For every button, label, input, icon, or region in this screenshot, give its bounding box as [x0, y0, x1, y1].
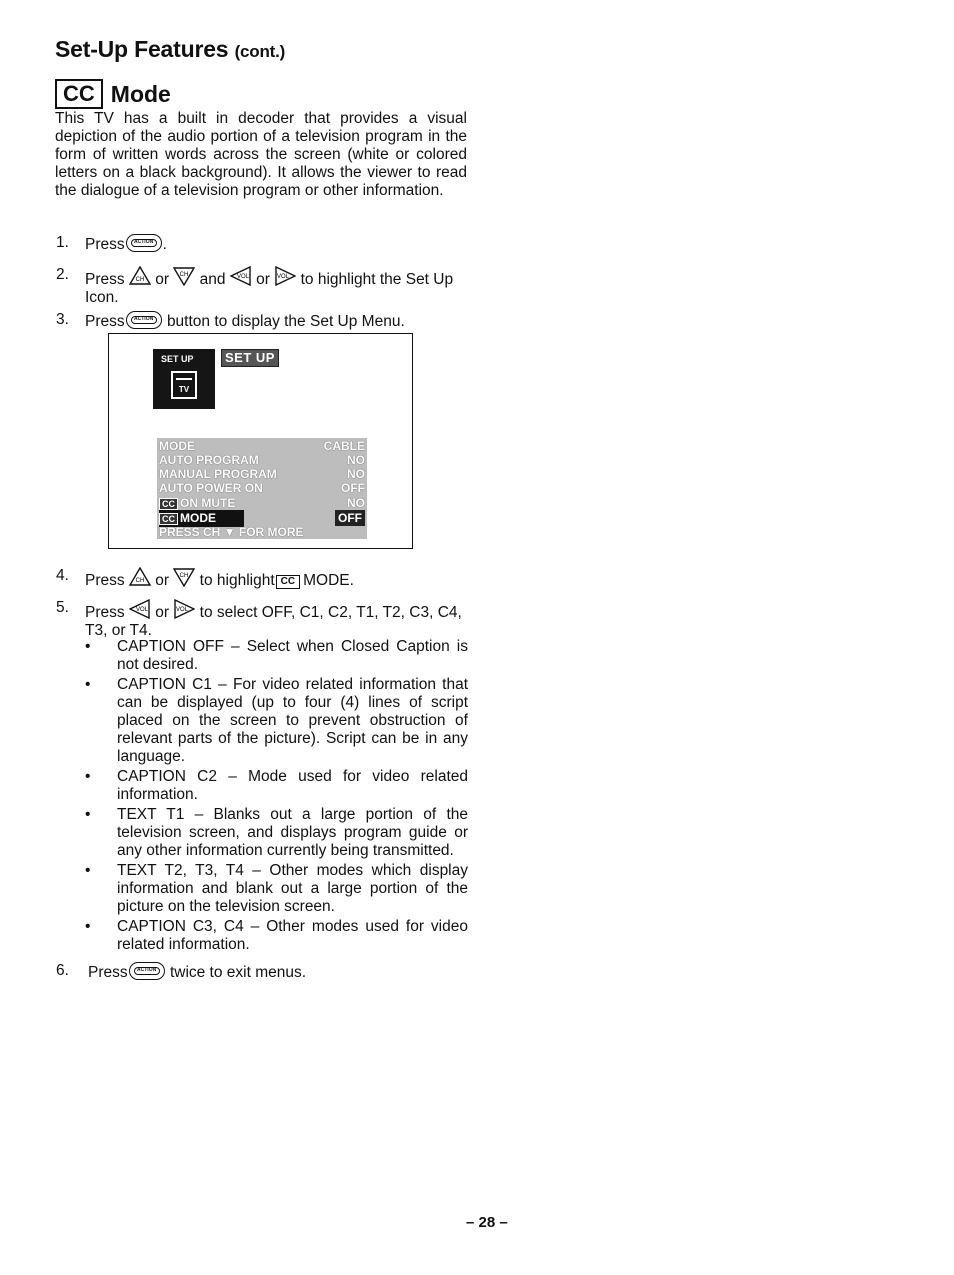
setup-icon: [153, 349, 215, 409]
step-4: [56, 567, 468, 589]
step-text: to select OFF, C1, C2, T1, T2, C3, C4, T3, or T4.: [85, 604, 462, 639]
title-text: Set-Up Features: [55, 36, 229, 62]
list-item-text: CAPTION C3, C4 – Other modes used for video related information.: [117, 918, 468, 953]
step-5: [56, 599, 468, 639]
page-title: [55, 36, 285, 63]
step-text: Press: [85, 604, 125, 621]
step-number: 2.: [56, 266, 69, 283]
svg-text:CH: CH: [135, 277, 145, 283]
step-text: Press: [88, 964, 128, 981]
menu-row: [157, 480, 367, 496]
bullet-icon: •: [85, 918, 91, 935]
volume-down-icon: [129, 599, 151, 619]
setup-icon-label: SET UP: [161, 354, 194, 364]
cc-tag-icon: CC: [159, 513, 178, 525]
step-number: 5.: [56, 599, 69, 616]
step-text: or: [155, 271, 170, 288]
svg-text:VOL: VOL: [277, 274, 290, 280]
menu-row-label: AUTO POWER ON: [159, 481, 263, 495]
tv-icon: [171, 371, 197, 399]
menu-row-label: AUTO PROGRAM: [159, 453, 259, 467]
channel-down-icon: [173, 266, 195, 286]
menu-row-label: MODE: [180, 511, 216, 525]
section-heading-text: Mode: [110, 80, 171, 107]
svg-text:VOL: VOL: [176, 607, 189, 613]
step-text: Press: [85, 313, 125, 330]
step-number: 4.: [56, 567, 69, 584]
volume-up-icon: [173, 599, 195, 619]
svg-text:CH: CH: [180, 573, 189, 579]
step-text: twice to exit menus.: [169, 964, 307, 981]
tv-screen-illustration: [108, 333, 413, 549]
channel-up-icon: [129, 266, 151, 286]
volume-down-icon: [230, 266, 252, 286]
step-6: [56, 962, 468, 984]
page-number: – 28 –: [466, 1214, 508, 1231]
step-text: button to display the Set Up Menu.: [166, 313, 405, 330]
menu-row-value: OFF: [341, 481, 365, 495]
list-item-text: TEXT T1 – Blanks out a large portion of the television screen, and displays program guide or any other information currently being transmitted.: [117, 806, 468, 859]
step-text: .: [162, 236, 167, 253]
channel-up-icon: [129, 567, 151, 587]
step-text: Press: [85, 236, 125, 253]
menu-row-label: MANUAL PROGRAM: [159, 467, 277, 481]
setup-menu-title: SET UP: [221, 349, 279, 367]
step-text: MODE.: [303, 572, 354, 589]
section-heading: [55, 79, 171, 109]
step-text: to highlight: [199, 572, 275, 589]
channel-down-icon: [173, 567, 195, 587]
bullet-icon: •: [85, 638, 91, 655]
step-3: [56, 311, 468, 331]
svg-text:VOL: VOL: [236, 274, 249, 280]
step-text: Press: [85, 572, 125, 589]
step-text: and: [199, 271, 226, 288]
list-item-text: CAPTION C2 – Mode used for video related information.: [117, 768, 468, 803]
bullet-icon: •: [85, 862, 91, 879]
menu-row-value: OFF: [335, 510, 365, 526]
step-text: to highlight the Set Up Icon.: [85, 271, 454, 306]
setup-menu: [157, 438, 367, 539]
cc-tag-icon: CC: [159, 498, 178, 510]
menu-row-label: ON MUTE: [180, 496, 236, 510]
menu-footer: [157, 524, 367, 540]
title-suffix: (cont.): [234, 42, 286, 61]
action-button-icon: ACTION: [126, 234, 162, 252]
cc-icon: CC: [276, 575, 300, 589]
intro-paragraph: This TV has a built in decoder that provides a visual depiction of the audio portion of a television program in the form of written words across the screen (white or colored letters on a black background). It allows the viewer to read the dialogue of a television program or other information.: [55, 110, 467, 199]
volume-up-icon: [274, 266, 296, 286]
step-1: [56, 234, 468, 256]
tv-icon-label: TV: [178, 385, 190, 394]
bullet-icon: •: [85, 676, 91, 693]
svg-text:VOL: VOL: [135, 607, 148, 613]
step-text: or: [155, 604, 170, 621]
menu-row-value: NO: [347, 496, 365, 510]
menu-row-value: NO: [347, 453, 365, 467]
list-item-text: CAPTION C1 – For video related information that can be displayed (up to four (4) lines of script placed on the screen to prevent obstruction of relevant parts of the picture). Script can be in any language.: [117, 676, 468, 765]
step-text: or: [155, 572, 170, 589]
svg-text:CH: CH: [180, 272, 189, 278]
step-number: 1.: [56, 234, 69, 251]
bullet-icon: •: [85, 806, 91, 823]
menu-row-value: NO: [347, 467, 365, 481]
step-number: 3.: [56, 311, 69, 328]
step-text: or: [256, 271, 270, 288]
cc-icon: CC: [55, 79, 103, 109]
action-button-icon: ACTION: [126, 311, 162, 329]
list-item-text: CAPTION OFF – Select when Closed Caption is not desired.: [117, 638, 468, 673]
step-2: [56, 266, 468, 306]
menu-row-value: CABLE: [323, 439, 365, 453]
step-number: 6.: [56, 962, 69, 979]
svg-text:CH: CH: [135, 578, 145, 584]
bullet-icon: •: [85, 768, 91, 785]
action-button-icon: ACTION: [129, 962, 165, 980]
step-text: Press: [85, 271, 125, 288]
list-item-text: TEXT T2, T3, T4 – Other modes which display information and blank out a large portion of the picture on the television screen.: [117, 862, 468, 915]
menu-row-label: MODE: [159, 439, 195, 453]
menu-row: [157, 495, 367, 511]
menu-footer-text: PRESS CH ▼ FOR MORE: [159, 525, 304, 539]
